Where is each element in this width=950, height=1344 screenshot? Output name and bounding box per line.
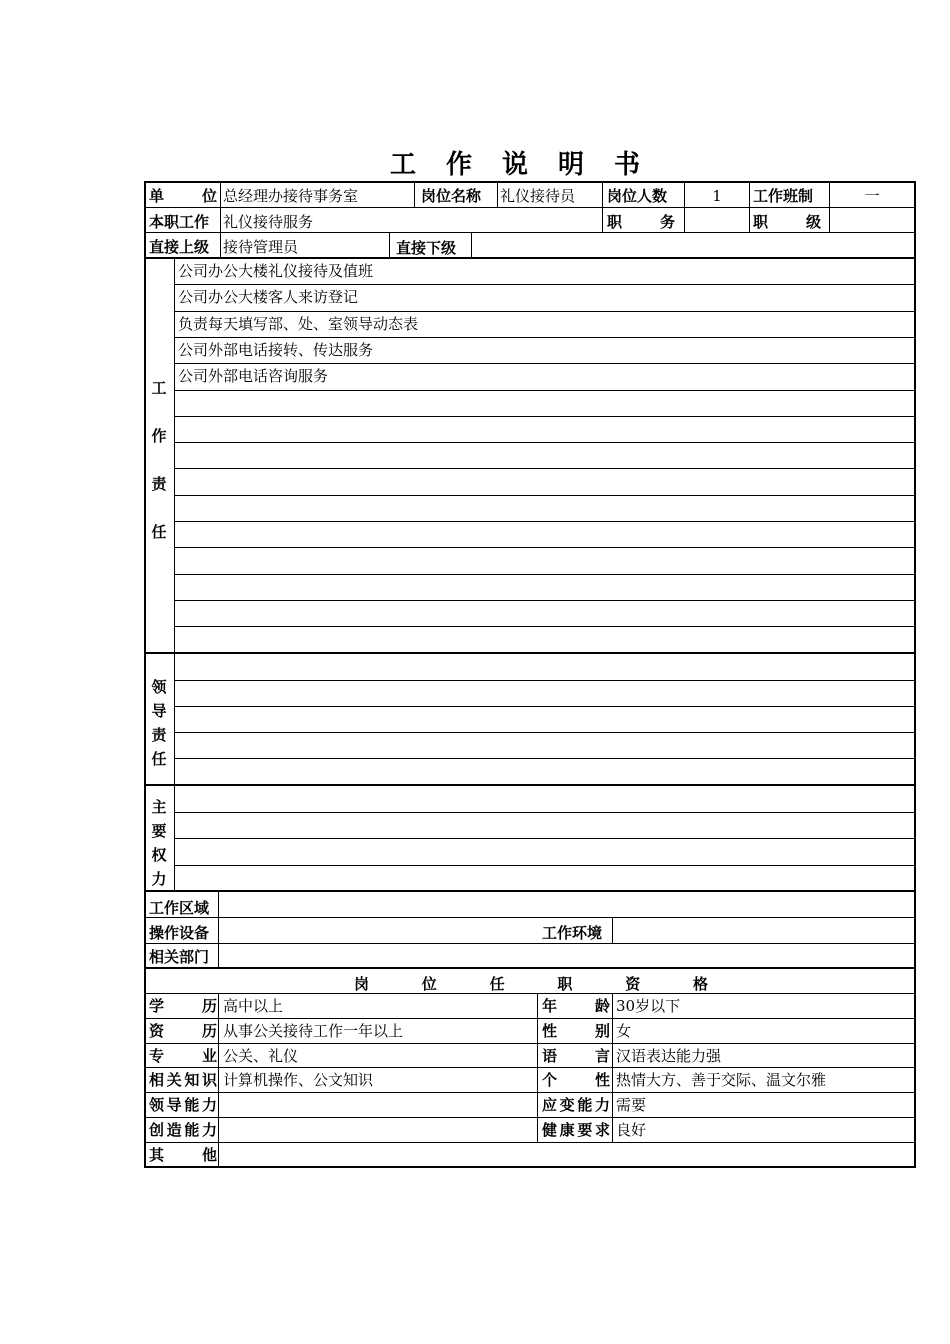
grid-line [144,1142,916,1143]
grid-line [612,917,613,943]
grid-line [175,363,914,364]
grid-line [144,784,916,786]
qualifications-heading-char: 格 [692,975,708,993]
qualification-value: 公关、礼仪 [223,1046,299,1065]
grid-line [144,181,916,183]
subordinate-label: 直接下级 [396,239,457,257]
qualifications-heading-char: 岗 [354,975,370,993]
leadership-label-char: 导 [151,702,167,720]
departments-label: 相关部门 [149,948,210,966]
work-area-label: 工作区域 [149,899,210,917]
grid-line [389,232,390,257]
grid-line [144,1018,916,1019]
main-work-label: 本职工作 [149,213,210,231]
grid-line [175,706,914,707]
grid-line [175,521,914,522]
responsibility-item: 负责每天填写部、处、室领导动态表 [178,314,419,333]
grid-line [144,890,916,892]
shift-value: 一 [864,187,880,205]
grid-line [175,547,914,548]
grid-line [749,181,750,207]
grid-line [144,181,146,1168]
grid-line [471,232,472,257]
responsibility-item: 公司外部电话咨询服务 [178,367,329,386]
qualifications-heading-char: 职 [557,975,573,993]
post-name-value: 礼仪接待员 [500,187,576,205]
qualification-value: 需要 [616,1096,647,1115]
grid-line [144,1117,916,1118]
other-label: 其 他 [149,1145,217,1164]
responsibility-label-char: 任 [151,523,167,541]
grid-line [144,943,916,944]
qualification-label: 专 业 [149,1046,217,1065]
grid-line [144,1067,916,1068]
qualification-value: 计算机操作、公文知识 [223,1071,374,1090]
qualification-value: 30岁以下 [616,997,681,1015]
qualification-label: 应 变 能 力 [542,1096,610,1115]
job-description-form [144,181,916,1168]
qualifications-heading-char: 位 [421,975,437,993]
grid-line [602,207,603,232]
qualification-label: 资 历 [149,1021,217,1040]
grid-line [602,181,603,207]
grid-line [175,812,914,813]
authority-label-char: 主 [151,798,167,816]
qualification-value: 女 [616,1021,632,1040]
authority-label-char: 要 [151,822,167,840]
qualification-label: 创 造 能 力 [149,1121,217,1139]
grid-line [175,574,914,575]
qualification-value: 热情大方、善于交际、温文尔雅 [616,1071,827,1090]
grid-line [174,258,175,652]
leadership-label [144,676,174,772]
responsibility-item: 公司外部电话接转、传达服务 [178,340,374,359]
qualification-label: 学 历 [149,997,217,1015]
qualification-value: 良好 [616,1121,647,1139]
responsibility-label-char: 作 [151,427,167,445]
post-name-label: 岗位名称 [421,187,482,205]
grid-line [175,626,914,627]
qualification-label: 年 龄 [542,997,610,1015]
superior-label: 直接上级 [149,238,210,256]
grid-line [829,207,830,232]
authority-label [144,796,174,892]
grid-line [175,442,914,443]
unit-label: 单 位 [149,187,217,205]
responsibility-label-char: 责 [151,475,167,493]
grid-line [144,917,916,918]
level-label: 职 级 [753,213,821,231]
main-work-value: 礼仪接待服务 [223,213,314,231]
grid-line [220,207,221,232]
grid-line [175,732,914,733]
qualifications-heading-char: 资 [625,975,641,993]
grid-line [175,600,914,601]
headcount-label: 岗位人数 [607,187,668,205]
leadership-label-char: 责 [151,726,167,744]
grid-line [218,892,219,967]
grid-line [497,181,498,207]
grid-line [144,1166,916,1168]
grid-line [914,181,916,1168]
qualification-label: 语 言 [542,1046,610,1065]
leadership-label-char: 领 [151,678,167,696]
qualification-value: 汉语表达能力强 [616,1046,722,1065]
grid-line [175,758,914,759]
grid-line [218,993,219,1166]
qualification-value: 从事公关接待工作一年以上 [223,1021,404,1040]
authority-label-char: 力 [151,870,167,888]
grid-line [175,311,914,312]
grid-line [175,680,914,681]
duty-label: 职 务 [607,213,675,231]
environment-label: 工作环境 [542,924,603,942]
grid-line [144,1043,916,1044]
qualification-value: 高中以上 [223,997,284,1015]
grid-line [144,967,916,969]
grid-line [175,838,914,839]
grid-line [220,181,221,207]
qualifications-heading-char: 任 [489,975,505,993]
qualification-label: 个 性 [542,1071,610,1090]
authority-label-char: 权 [151,846,167,864]
grid-line [414,181,415,207]
grid-line [749,207,750,232]
grid-line [144,257,916,259]
grid-line [144,232,916,233]
grid-line [175,337,914,338]
grid-line [175,468,914,469]
grid-line [175,495,914,496]
qualifications-heading [354,974,708,994]
responsibility-label-char: 工 [151,379,167,397]
grid-line [174,654,175,784]
grid-line [220,232,221,257]
grid-line [144,652,916,654]
equipment-label: 操作设备 [149,924,210,942]
shift-label: 工作班制 [753,187,814,205]
responsibility-label [144,377,174,569]
grid-line [175,284,914,285]
responsibility-item: 公司办公大楼礼仪接待及值班 [178,262,374,280]
superior-value: 接待管理员 [223,238,299,256]
grid-line [175,390,914,391]
leadership-label-char: 任 [151,750,167,768]
grid-line [144,993,916,994]
headcount-value: 1 [712,187,722,205]
unit-value: 总经理办接待事务室 [223,187,359,205]
qualification-label: 性 别 [542,1021,610,1040]
qualification-label: 领 导 能 力 [149,1096,217,1115]
grid-line [684,207,685,232]
grid-line [537,993,538,1142]
grid-line [144,1092,916,1093]
responsibility-item: 公司办公大楼客人来访登记 [178,288,359,307]
qualification-label: 相 关 知 识 [149,1071,217,1090]
page-title: 工作说明书 [389,150,670,180]
grid-line [144,207,916,208]
qualification-label: 健 康 要 求 [542,1121,610,1139]
grid-line [612,993,613,1142]
grid-line [175,416,914,417]
grid-line [175,865,914,866]
